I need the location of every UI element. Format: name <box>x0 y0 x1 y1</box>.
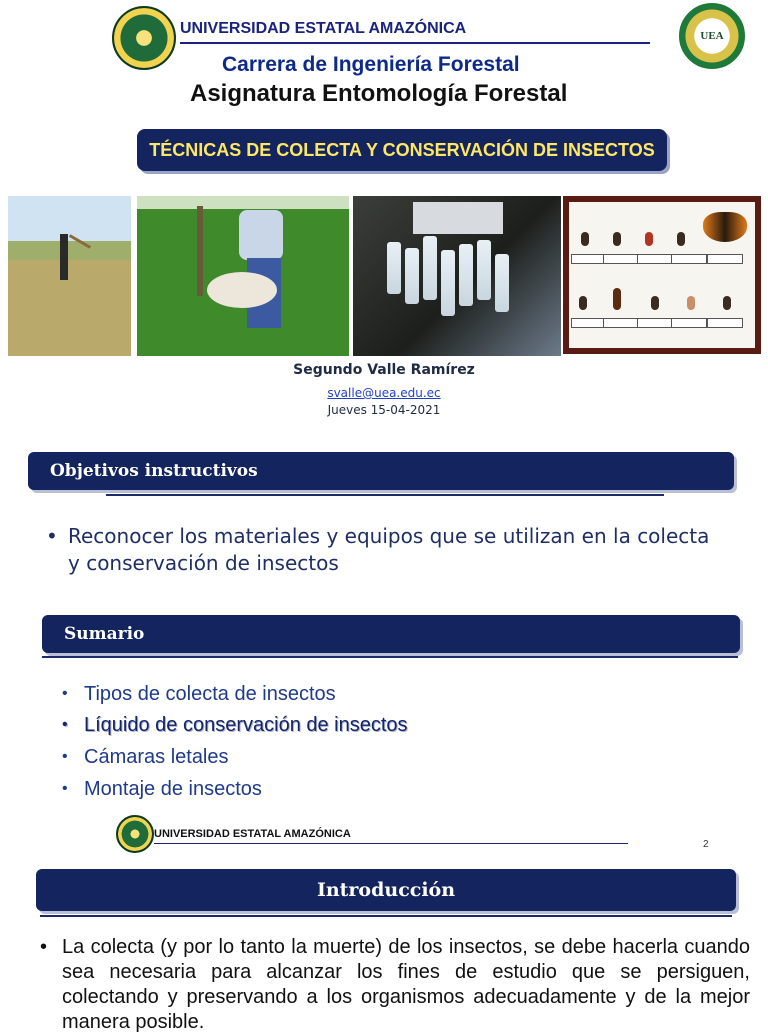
bullet-dot: • <box>62 780 68 797</box>
sweep-net <box>207 272 277 308</box>
slide2-university-name: UNIVERSIDAD ESTATAL AMAZÓNICA <box>154 828 351 840</box>
page-number: 2 <box>703 839 709 850</box>
insect-specimen <box>677 232 685 246</box>
specimen-label <box>571 254 607 264</box>
insect-specimen <box>613 232 621 246</box>
introduccion-rule <box>40 915 732 917</box>
insect-specimen <box>613 288 621 310</box>
objetivos-rule <box>106 494 664 496</box>
bullet-dot: • <box>62 748 68 765</box>
insect-specimen <box>579 296 587 310</box>
specimen-label <box>671 254 707 264</box>
objetivos-item <box>46 523 718 577</box>
introduccion-paragraph <box>40 935 750 1035</box>
vial <box>423 236 437 300</box>
specimen-label <box>707 318 743 328</box>
header-rule <box>180 42 650 44</box>
uea-logo <box>679 3 745 69</box>
specimen-label <box>603 254 639 264</box>
tree-trunk <box>197 206 203 296</box>
bullet-dot: • <box>62 716 68 733</box>
man-shirt <box>239 210 283 260</box>
sumario-item-text: Montaje de insectos <box>84 778 262 800</box>
insect-specimen <box>651 296 659 310</box>
vial <box>459 244 473 306</box>
career-title: Carrera de Ingeniería Forestal <box>222 53 520 76</box>
university-name: UNIVERSIDAD ESTATAL AMAZÓNICA <box>180 20 467 37</box>
sumario-heading-text: Sumario <box>64 624 145 644</box>
insect-collection-photo <box>563 196 761 354</box>
insect-specimen <box>645 232 653 246</box>
author-email-wrap <box>0 384 768 402</box>
introduccion-heading-text: Introducción <box>316 879 456 901</box>
insect-specimen <box>581 232 589 246</box>
vial <box>405 248 419 304</box>
topic-banner: TÉCNICAS DE COLECTA Y CONSERVACIÓN DE INSECTOS <box>137 129 667 171</box>
vial <box>441 250 455 316</box>
bullet-dot: • <box>40 936 48 958</box>
vial <box>495 254 509 312</box>
sumario-item-text: Cámaras letales <box>84 746 229 768</box>
objetivos-heading-text: Objetivos instructivos <box>50 461 258 481</box>
sumario-item <box>62 714 408 737</box>
collector-figure <box>60 234 68 280</box>
sumario-item <box>62 778 262 801</box>
field-photo <box>8 196 131 356</box>
university-seal-logo <box>112 6 176 70</box>
sumario-item <box>62 683 336 706</box>
university-seal-logo-small <box>116 815 154 853</box>
slide2-rule <box>154 843 628 844</box>
objetivos-item-text: Reconocer los materiales y equipos que se utilizan en la colecta y conservación de insectos <box>68 524 710 575</box>
container-box <box>413 202 503 234</box>
specimen-label <box>571 318 607 328</box>
author-email-link[interactable]: svalle@uea.edu.ec <box>327 386 441 400</box>
insect-specimen <box>723 296 731 310</box>
sumario-item-text: Líquido de conservación de insectos <box>84 714 408 736</box>
bullet-dot: • <box>46 524 58 548</box>
specimen-label <box>603 318 639 328</box>
introduccion-heading <box>36 869 736 911</box>
sumario-item <box>62 746 229 769</box>
bullet-dot: • <box>62 685 68 702</box>
presentation-date: Jueves 15-04-2021 <box>327 403 441 417</box>
author-name: Segundo Valle Ramírez <box>293 362 475 378</box>
sumario-item-text: Tipos de colecta de insectos <box>84 683 336 705</box>
vial <box>387 242 401 294</box>
sumario-heading <box>42 615 740 653</box>
uea-logo-text: UEA <box>700 30 724 42</box>
sweep-net-photo <box>137 196 349 356</box>
sumario-rule <box>42 656 738 658</box>
butterfly-specimen <box>703 212 747 242</box>
net-pole <box>69 234 91 249</box>
insect-specimen <box>687 296 695 310</box>
vial <box>477 240 491 300</box>
subject-title: Asignatura Entomología Forestal <box>190 80 568 107</box>
specimen-label <box>637 318 673 328</box>
introduccion-text: La colecta (y por lo tanto la muerte) de los insectos, se debe hacerla cuando sea necesaria para alcanzar los fines de estudio que se persiguen, colectando y preservando a los organismos adecuadamente y de la mejor manera posible. <box>62 936 750 1033</box>
specimen-label <box>637 254 673 264</box>
specimen-label <box>671 318 707 328</box>
objetivos-heading <box>28 452 734 490</box>
vials-photo <box>353 196 561 356</box>
specimen-label <box>707 254 743 264</box>
